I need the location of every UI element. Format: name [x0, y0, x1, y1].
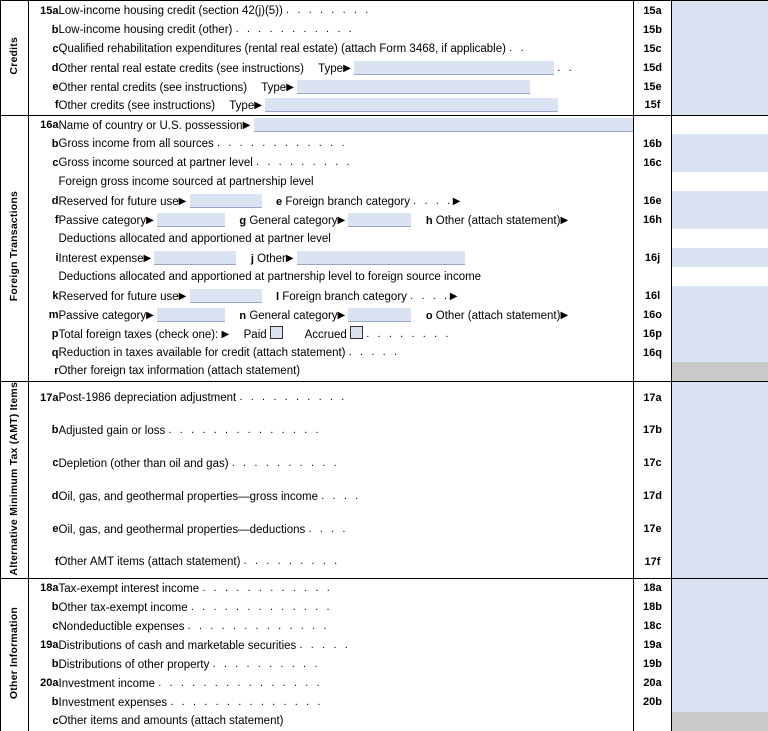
arrow-icon: ▶ — [144, 253, 152, 264]
row-description — [59, 248, 634, 267]
row-subcode: g — [239, 215, 246, 227]
table-row — [1, 343, 768, 362]
line-number: 15f — [634, 96, 672, 115]
amount-field-16l[interactable] — [672, 286, 768, 305]
table-row — [1, 191, 768, 210]
amount-field-18b[interactable] — [672, 598, 768, 617]
leader-dots: . . . . . . . . . . — [213, 658, 320, 670]
table-row — [1, 248, 768, 267]
leader-dots: . . . . . . . . . — [256, 156, 352, 168]
line-number: 15a — [634, 1, 672, 20]
row-code: 15a — [29, 1, 59, 20]
line-number — [634, 712, 672, 731]
amount-field-20b[interactable] — [672, 693, 768, 712]
section-label-text: Alternative Minimum Tax (AMT) Items — [9, 382, 20, 576]
arrow-icon: ▶ — [338, 310, 346, 321]
row-description-text: Reserved for future use — [59, 196, 179, 208]
line-number — [634, 362, 672, 381]
amount-field-20a[interactable] — [672, 674, 768, 693]
row-description-text: Gross income sourced at partner level — [59, 157, 253, 169]
amount-field-16p[interactable] — [672, 324, 768, 343]
table-row — [1, 598, 768, 617]
row-code: b — [29, 598, 59, 617]
row-code: c — [29, 712, 59, 731]
table-row — [1, 546, 768, 579]
row-description-text: Name of country or U.S. possession — [59, 120, 243, 132]
row-sublabel: General category — [249, 310, 337, 322]
leader-dots: . . . . — [308, 523, 348, 535]
table-row — [1, 447, 768, 480]
line-number: 16l — [634, 286, 672, 305]
type-label: Type — [229, 100, 254, 112]
line-number: 15b — [634, 20, 672, 39]
arrow-icon: ▶ — [560, 215, 568, 226]
leader-dots: . . . . — [410, 290, 450, 302]
general-input-16g[interactable] — [348, 213, 411, 227]
row-code — [29, 267, 59, 286]
line-number: 16h — [634, 210, 672, 229]
row-code: q — [29, 343, 59, 362]
leader-dots: . . . . — [413, 195, 453, 207]
line-number: 17d — [634, 480, 672, 513]
amount-field-16c[interactable] — [672, 153, 768, 172]
row-subcode: o — [426, 310, 433, 322]
table-row — [1, 636, 768, 655]
table-row — [1, 693, 768, 712]
row-sublabel: General category — [249, 215, 337, 227]
row-description-text: Other tax-exempt income — [59, 602, 188, 614]
leader-dots: . . . . . . . . . . — [239, 391, 346, 403]
amount-field-17c[interactable] — [672, 447, 768, 480]
row-description — [59, 115, 634, 134]
line-number: 17c — [634, 447, 672, 480]
table-row — [1, 58, 768, 77]
amount-field-16j[interactable] — [672, 248, 768, 267]
row-description — [59, 286, 634, 305]
arrow-icon: ▶ — [338, 215, 346, 226]
row-description — [59, 414, 634, 447]
row-description-text: Interest expense — [59, 253, 144, 265]
table-row — [1, 1, 768, 20]
form-grid — [0, 1, 768, 731]
row-description-text: Low-income housing credit (section 42(j)(5)) — [59, 5, 283, 17]
amount-field-17f[interactable] — [672, 546, 768, 579]
row-code: k — [29, 286, 59, 305]
row-code: c — [29, 447, 59, 480]
table-row — [1, 480, 768, 513]
row-code: d — [29, 480, 59, 513]
leader-dots: . . . . . . . . — [286, 4, 371, 16]
row-description — [59, 362, 634, 381]
row-description-text: Other items and amounts (attach statement) — [59, 715, 284, 727]
leader-dots: . . . . . . . . . . . . . . . — [158, 677, 322, 689]
row-description — [59, 674, 634, 693]
row-code: b — [29, 134, 59, 153]
section-label-other-information — [1, 579, 29, 731]
arrow-icon: ▶ — [146, 215, 154, 226]
line-number — [634, 267, 672, 286]
leader-dots: . . . . . . . . . . . . — [217, 137, 347, 149]
line-number: 17f — [634, 546, 672, 579]
table-row — [1, 513, 768, 546]
row-code: f — [29, 96, 59, 115]
leader-dots: . . . . . — [299, 639, 350, 651]
amount-field-18a[interactable] — [672, 579, 768, 598]
amount-field-15f[interactable] — [672, 96, 768, 115]
line-number: 19a — [634, 636, 672, 655]
arrow-icon: ▶ — [179, 291, 187, 302]
row-code: c — [29, 39, 59, 58]
row-description-text: Total foreign taxes (check one): — [59, 329, 219, 341]
row-description-text: Other rental real estate credits (see instructions) — [59, 63, 304, 75]
amount-field-19b[interactable] — [672, 655, 768, 674]
row-description — [59, 39, 634, 58]
line-number: 18c — [634, 617, 672, 636]
row-code: i — [29, 248, 59, 267]
arrow-icon: ▶ — [343, 63, 351, 74]
row-description — [59, 513, 634, 546]
row-description — [59, 191, 634, 210]
row-description-text: Tax-exempt interest income — [59, 583, 200, 595]
reserved-input-16k[interactable] — [190, 289, 262, 303]
row-code: 16a — [29, 115, 59, 134]
table-row — [1, 229, 768, 248]
row-code: c — [29, 153, 59, 172]
row-code: b — [29, 20, 59, 39]
row-description-text: Nondeductible expenses — [59, 621, 185, 633]
row-description-text: Oil, gas, and geothermal properties—gross income — [59, 491, 319, 503]
row-sublabel: Other — [257, 253, 286, 265]
amount-field-none — [672, 229, 768, 248]
amount-field-19a[interactable] — [672, 636, 768, 655]
amount-field-15d[interactable] — [672, 58, 768, 77]
row-code: 17a — [29, 381, 59, 414]
checkbox-label-accrued: Accrued — [305, 329, 347, 341]
amount-field-none — [672, 267, 768, 286]
line-number: 20b — [634, 693, 672, 712]
row-description-text: Adjusted gain or loss — [59, 425, 166, 437]
row-code: f — [29, 210, 59, 229]
amount-field-16e[interactable] — [672, 191, 768, 210]
row-description — [59, 655, 634, 674]
leader-dots: . . . . . . . . . — [244, 555, 340, 567]
line-number: 18a — [634, 579, 672, 598]
line-number: 16e — [634, 191, 672, 210]
row-subcode: l — [276, 291, 279, 303]
line-number: 18b — [634, 598, 672, 617]
general-input-16n[interactable] — [348, 308, 411, 322]
table-row — [1, 655, 768, 674]
row-description-text: Passive category — [59, 215, 147, 227]
row-description-text: Reduction in taxes available for credit (attach statement) — [59, 347, 346, 359]
row-description-text: Distributions of cash and marketable securities — [59, 640, 297, 652]
row-description-text: Deductions allocated and apportioned at partnership level to foreign source income — [59, 271, 482, 283]
row-description-text: Low-income housing credit (other) — [59, 24, 233, 36]
checkbox-label-paid: Paid — [244, 329, 267, 341]
table-row — [1, 96, 768, 115]
line-number: 17a — [634, 381, 672, 414]
line-number — [634, 172, 672, 191]
table-row — [1, 674, 768, 693]
section-label-text: Credits — [9, 37, 20, 75]
passive-input-16m[interactable] — [157, 308, 225, 322]
row-code: b — [29, 693, 59, 712]
type-input-15d[interactable] — [354, 61, 554, 75]
row-description-text: Distributions of other property — [59, 659, 210, 671]
row-description — [59, 153, 634, 172]
row-description-text: Investment expenses — [59, 697, 168, 709]
row-sublabel: Foreign branch category — [282, 291, 407, 303]
table-row — [1, 712, 768, 731]
amount-field-16h[interactable] — [672, 210, 768, 229]
row-code: b — [29, 655, 59, 674]
row-description — [59, 480, 634, 513]
table-row — [1, 39, 768, 58]
row-code: f — [29, 546, 59, 579]
amount-field-none — [672, 172, 768, 191]
leader-dots: . . . . . . . . . . . . — [202, 582, 332, 594]
row-description — [59, 305, 634, 324]
leader-dots: . . . . . — [349, 346, 400, 358]
row-code: c — [29, 617, 59, 636]
arrow-icon: ▶ — [254, 100, 262, 111]
row-description-text: Gross income from all sources — [59, 138, 214, 150]
row-description-text: Qualified rehabilitation expenditures (rental real estate) (attach Form 3468, if applicable) — [59, 43, 506, 55]
amount-field-16a — [672, 115, 768, 134]
amount-field-15b[interactable] — [672, 20, 768, 39]
table-row — [1, 579, 768, 598]
table-row — [1, 210, 768, 229]
row-sublabel: Other (attach statement) — [436, 215, 561, 227]
section-label-text: Foreign Transactions — [9, 191, 20, 301]
arrow-icon: ▶ — [243, 120, 251, 131]
amount-field-16b[interactable] — [672, 134, 768, 153]
table-row — [1, 134, 768, 153]
row-description — [59, 447, 634, 480]
row-code: 20a — [29, 674, 59, 693]
row-description — [59, 134, 634, 153]
passive-input-16f[interactable] — [157, 213, 225, 227]
amount-field-17a[interactable] — [672, 381, 768, 414]
leader-dots: . . . . . . . . — [366, 328, 451, 340]
type-label: Type — [318, 63, 343, 75]
row-description — [59, 229, 634, 248]
row-description — [59, 343, 634, 362]
amount-field-17d[interactable] — [672, 480, 768, 513]
reserved-input-16d[interactable] — [190, 194, 262, 208]
line-number: 16q — [634, 343, 672, 362]
table-row — [1, 77, 768, 96]
line-number: 16p — [634, 324, 672, 343]
row-code: e — [29, 77, 59, 96]
row-description — [59, 20, 634, 39]
table-row — [1, 362, 768, 381]
line-number: 15d — [634, 58, 672, 77]
line-number: 20a — [634, 674, 672, 693]
line-number — [634, 229, 672, 248]
row-description — [59, 96, 634, 115]
table-row — [1, 414, 768, 447]
leader-dots: . . . . — [321, 490, 361, 502]
row-description-text: Depletion (other than oil and gas) — [59, 458, 229, 470]
row-description-text: Other AMT items (attach statement) — [59, 556, 241, 568]
row-code: 19a — [29, 636, 59, 655]
row-subcode: j — [251, 253, 254, 265]
row-description-text: Other rental credits (see instructions) — [59, 82, 248, 94]
row-description-text: Deductions allocated and apportioned at partner level — [59, 233, 331, 245]
row-description — [59, 324, 634, 343]
line-number: 16c — [634, 153, 672, 172]
amount-field-15c[interactable] — [672, 39, 768, 58]
arrow-icon: ▶ — [179, 196, 187, 207]
row-sublabel: Foreign branch category — [285, 196, 410, 208]
table-row — [1, 153, 768, 172]
line-number: 16b — [634, 134, 672, 153]
arrow-icon: ▶ — [286, 253, 294, 264]
leader-dots: . . . . . . . . . . . . . — [188, 620, 329, 632]
line-number: 17b — [634, 414, 672, 447]
amount-field-disabled — [672, 712, 768, 731]
amount-field-15e[interactable] — [672, 77, 768, 96]
type-input-15e[interactable] — [297, 80, 530, 94]
table-row — [1, 305, 768, 324]
country-input-16a[interactable] — [254, 118, 634, 132]
row-description-text: Other foreign tax information (attach statement) — [59, 365, 301, 377]
amount-field-18c[interactable] — [672, 617, 768, 636]
line-number: 15e — [634, 77, 672, 96]
section-label-credits — [1, 1, 29, 115]
line-number: 16j — [634, 248, 672, 267]
leader-dots: . . . . . . . . . . . . . — [191, 601, 332, 613]
checkbox-paid[interactable] — [270, 326, 283, 339]
row-code — [29, 229, 59, 248]
line-number: 16o — [634, 305, 672, 324]
section-label-foreign-transactions — [1, 115, 29, 381]
row-description-text: Other credits (see instructions) — [59, 100, 216, 112]
row-code: e — [29, 513, 59, 546]
row-description-text: Passive category — [59, 310, 147, 322]
arrow-icon: ▶ — [453, 196, 461, 207]
row-code: d — [29, 191, 59, 210]
section-label-amt-items — [1, 381, 29, 579]
row-subcode: e — [276, 196, 282, 208]
leader-dots: . . . . . . . . . . . . . . — [170, 696, 323, 708]
row-subcode: n — [239, 310, 246, 322]
table-row — [1, 381, 768, 414]
other-input-16j[interactable] — [297, 251, 465, 265]
leader-dots: . . . . . . . . . . . — [236, 23, 355, 35]
arrow-icon: ▶ — [222, 329, 230, 340]
row-description — [59, 381, 634, 414]
interest-input-16i[interactable] — [154, 251, 236, 265]
row-description — [59, 267, 634, 286]
amount-field-15a[interactable] — [672, 1, 768, 20]
row-description — [59, 172, 634, 191]
leader-dots: . . — [557, 62, 574, 74]
type-input-15f[interactable] — [265, 98, 558, 112]
arrow-icon: ▶ — [286, 82, 294, 93]
leader-dots: . . . . . . . . . . — [232, 457, 339, 469]
row-code: 18a — [29, 579, 59, 598]
table-row — [1, 20, 768, 39]
row-description-text: Foreign gross income sourced at partnership level — [59, 176, 314, 188]
table-row — [1, 617, 768, 636]
row-code: b — [29, 414, 59, 447]
row-description — [59, 77, 634, 96]
line-number: 15c — [634, 39, 672, 58]
row-description-text: Reserved for future use — [59, 291, 179, 303]
type-label: Type — [261, 82, 286, 94]
row-description — [59, 598, 634, 617]
row-description — [59, 636, 634, 655]
table-row — [1, 267, 768, 286]
amount-field-16q[interactable] — [672, 343, 768, 362]
row-description — [59, 546, 634, 579]
table-row — [1, 115, 768, 134]
arrow-icon: ▶ — [146, 310, 154, 321]
amount-field-disabled — [672, 362, 768, 381]
leader-dots: . . — [509, 42, 526, 54]
row-description-text: Investment income — [59, 678, 156, 690]
row-code: d — [29, 58, 59, 77]
row-code: r — [29, 362, 59, 381]
row-description — [59, 579, 634, 598]
row-description — [59, 1, 634, 20]
row-code: p — [29, 324, 59, 343]
row-description — [59, 58, 634, 77]
leader-dots: . . . . . . . . . . . . . . — [168, 424, 321, 436]
amount-field-17e[interactable] — [672, 513, 768, 546]
line-number: 19b — [634, 655, 672, 674]
row-description-text: Oil, gas, and geothermal properties—deductions — [59, 524, 306, 536]
row-sublabel: Other (attach statement) — [436, 310, 561, 322]
row-subcode: h — [426, 215, 433, 227]
row-description — [59, 693, 634, 712]
arrow-icon: ▶ — [450, 291, 458, 302]
table-row — [1, 286, 768, 305]
amount-field-16o[interactable] — [672, 305, 768, 324]
section-label-text: Other Information — [9, 607, 20, 699]
row-code — [29, 172, 59, 191]
table-row — [1, 172, 768, 191]
table-row — [1, 324, 768, 343]
line-number: 17e — [634, 513, 672, 546]
row-description-text: Post-1986 depreciation adjustment — [59, 392, 237, 404]
line-number — [634, 115, 672, 134]
row-code: m — [29, 305, 59, 324]
row-description — [59, 712, 634, 731]
row-description — [59, 617, 634, 636]
amount-field-17b[interactable] — [672, 414, 768, 447]
arrow-icon: ▶ — [560, 310, 568, 321]
row-description — [59, 210, 634, 229]
checkbox-accrued[interactable] — [350, 326, 363, 339]
